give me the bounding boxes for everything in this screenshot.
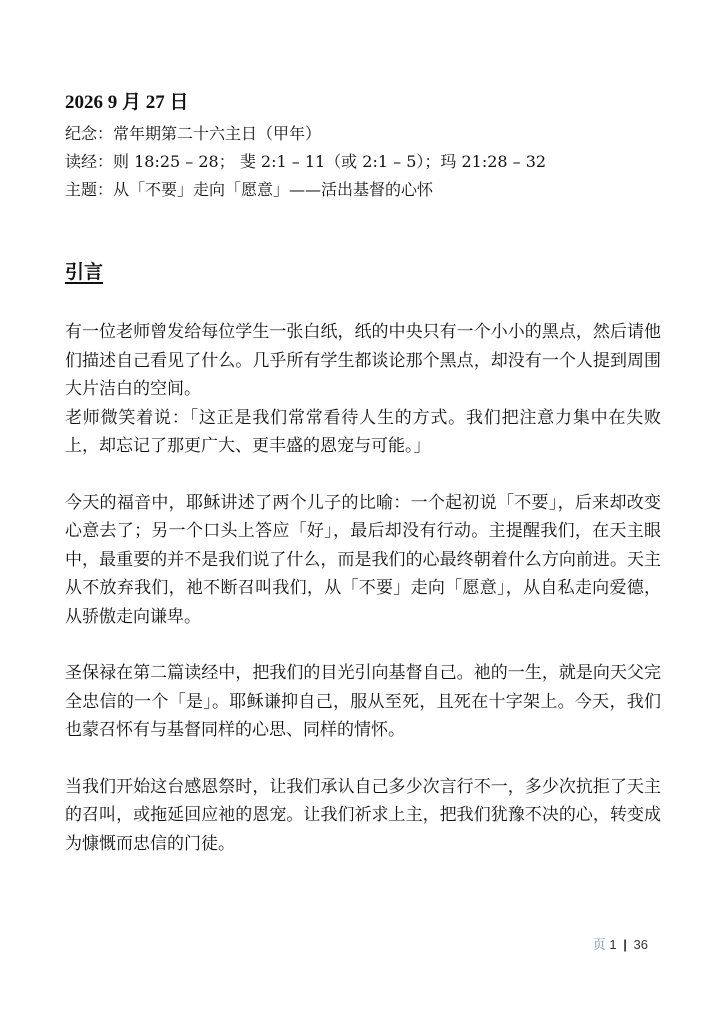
page-number-footer [593,936,648,954]
section-heading-introduction: 引言 [65,261,104,283]
theme-line: 主题：从「不要」走向「愿意」——活出基督的心怀 [65,180,434,199]
paragraph-gospel: 今天的福音中，耶稣讲述了两个儿子的比喻：一个起初说「不要」，后来却改变心意去了；另一个口头上答应「好」，最后却没有行动。主提醒我们，在天主眼中，最重要的并不是我们说了什么，而是我们的心最终朝着什么方向前进。天主从不放弃我们，祂不断召叫我们，从「不要」走向「愿意」，从自私走向爱德，从骄傲走向谦卑。 [65,492,661,627]
liturgy-date: 2026 9 月 27 日 [65,92,189,113]
current-page-number: 1 [609,937,617,952]
paragraph-story: 有一位老师曾发给每位学生一张白纸，纸的中央只有一个小小的黑点，然后请他们描述自己看见了什么。几乎所有学生都谈论那个黑点，却没有一个人提到周围大片洁白的空间。 [65,322,661,399]
commemoration-line: 纪念：常年期第二十六主日（甲年） [65,124,322,143]
paragraph-teacher-quote: 老师微笑着说：「这正是我们常常看待人生的方式。我们把注意力集中在失败上，却忘记了那更广大、更丰盛的恩宠与可能。」 [65,407,661,456]
paragraph-second-reading: 圣保禄在第二篇读经中，把我们的目光引向基督自己。祂的一生，就是向天父完全忠信的一个「是」。耶稣谦抑自己，服从至死，且死在十字架上。今天，我们也蒙召怀有与基督同样的心思、同样的情怀。 [65,663,661,740]
liturgy-header [65,90,665,204]
readings-line: 读经：则 18:25 – 28； 斐 2:1 – 11（或 2:1 – 5）；玛 21:28 – 32 [65,152,547,171]
total-pages: 36 [633,937,648,952]
page-label: 页 [592,937,606,952]
introduction-body [65,318,661,886]
paragraph-penitential: 当我们开始这台感恩祭时，让我们承认自己多少次言行不一，多少次抗拒了天主的召叫，或拖延回应祂的恩宠。让我们祈求上主，把我们犹豫不决的心，转变成为慷慨而忠信的门徒。 [65,776,661,854]
page-separator: | [623,937,627,952]
